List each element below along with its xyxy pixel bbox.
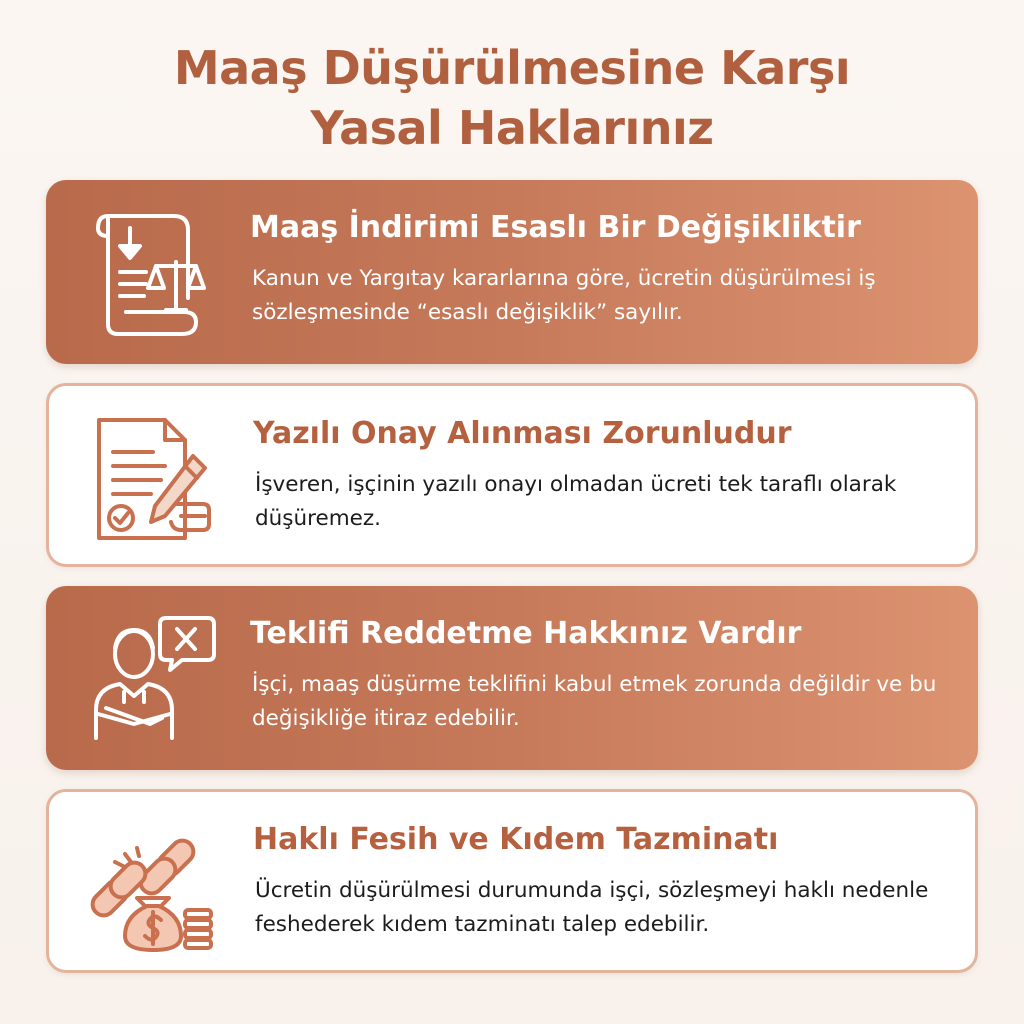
card-description: İşveren, işçinin yazılı onayı olmadan ücreti tek taraflı olarak düşüremez. bbox=[255, 472, 897, 531]
document-signature-icon bbox=[81, 408, 221, 548]
card-title: Yazılı Onay Alınması Zorunludur bbox=[253, 416, 792, 451]
card-written-consent-required bbox=[46, 383, 978, 567]
card-salary-reduction-substantial-change bbox=[46, 180, 978, 364]
person-refuse-icon bbox=[78, 608, 218, 748]
card-title: Haklı Fesih ve Kıdem Tazminatı bbox=[253, 822, 779, 857]
card-description: İşçi, maaş düşürme teklifini kabul etmek zorunda değildir ve bu değişikliğe itiraz edebilir. bbox=[252, 672, 937, 731]
broken-chain-money-icon bbox=[81, 814, 221, 954]
card-right-to-refuse-offer bbox=[46, 586, 978, 770]
document-scales-icon bbox=[78, 202, 218, 342]
page-title bbox=[80, 38, 944, 158]
card-description: Kanun ve Yargıtay kararlarına göre, ücretin düşürülmesi iş sözleşmesinde “esaslı değişiklik” sayılır. bbox=[252, 266, 876, 325]
card-just-termination-severance bbox=[46, 789, 978, 973]
page-title-line-2: Yasal Haklarınız bbox=[310, 101, 714, 155]
card-title: Maaş İndirimi Esaslı Bir Değişikliktir bbox=[250, 210, 861, 245]
page-title-line-1: Maaş Düşürülmesine Karşı bbox=[173, 41, 851, 95]
card-title: Teklifi Reddetme Hakkınız Vardır bbox=[250, 616, 802, 651]
card-description: Ücretin düşürülmesi durumunda işçi, sözleşmeyi haklı nedenle feshederek kıdem tazminatı talep edebilir. bbox=[255, 878, 929, 937]
